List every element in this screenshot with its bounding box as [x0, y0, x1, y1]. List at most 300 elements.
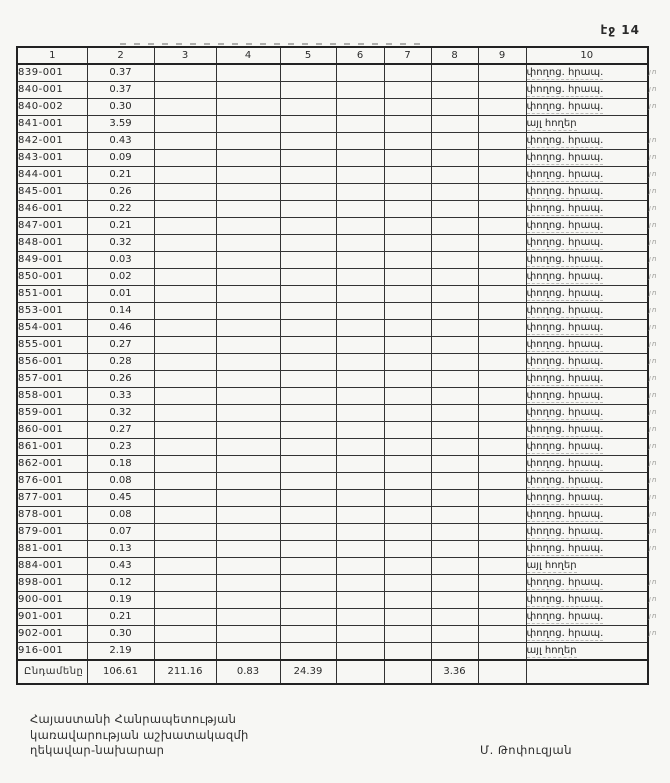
category-text: փողոց. հրապ.: [526, 135, 604, 146]
empty-cell: [216, 371, 280, 388]
empty-cell: [216, 99, 280, 116]
parcel-code-cell: 901-001: [17, 609, 87, 626]
parcel-code-cell: 861-001: [17, 439, 87, 456]
table-row: [17, 524, 648, 541]
area-cell: 0.46: [87, 320, 154, 337]
empty-cell: [431, 524, 478, 541]
empty-cell: [384, 201, 431, 218]
category-cell: [526, 456, 648, 473]
category-text: այլ հողեր: [526, 645, 577, 656]
empty-cell: [384, 456, 431, 473]
table-row: [17, 558, 648, 575]
category-cell: [526, 388, 648, 405]
empty-cell: [431, 575, 478, 592]
empty-cell: [280, 626, 336, 643]
empty-cell: [280, 439, 336, 456]
empty-cell: [336, 286, 384, 303]
parcel-code-cell: 840-001: [17, 82, 87, 99]
parcel-code-cell: 862-001: [17, 456, 87, 473]
empty-cell: [154, 490, 216, 507]
area-cell: 0.14: [87, 303, 154, 320]
parcel-code-cell: 898-001: [17, 575, 87, 592]
empty-cell: [478, 456, 526, 473]
category-text: փողոց. հրապ.: [526, 305, 604, 316]
empty-cell: [384, 388, 431, 405]
category-cell: [526, 303, 648, 320]
category-text: փողոց. հրապ.: [526, 186, 604, 197]
empty-cell: [384, 99, 431, 116]
empty-cell: [336, 184, 384, 201]
empty-cell: [384, 405, 431, 422]
area-cell: 0.21: [87, 167, 154, 184]
empty-cell: [336, 201, 384, 218]
margin-annotation: [649, 557, 669, 574]
empty-cell: [280, 456, 336, 473]
empty-cell: [384, 439, 431, 456]
parcel-code-cell: 839-001: [17, 64, 87, 82]
table-row: [17, 643, 648, 661]
category-text: փողոց. հրապ.: [526, 475, 604, 486]
table-row: [17, 371, 648, 388]
margin-annotation: յո: [649, 68, 658, 76]
empty-cell: [280, 150, 336, 167]
category-text: փողոց. հրապ.: [526, 577, 604, 588]
area-cell: 0.28: [87, 354, 154, 371]
parcel-code-cell: 847-001: [17, 218, 87, 235]
parcel-code-cell: 859-001: [17, 405, 87, 422]
column-header-3: 3: [154, 47, 216, 64]
empty-cell: [478, 218, 526, 235]
empty-cell: [336, 388, 384, 405]
empty-cell: [384, 507, 431, 524]
category-cell: [526, 524, 648, 541]
empty-cell: [431, 354, 478, 371]
empty-cell: [431, 252, 478, 269]
parcel-code-cell: 842-001: [17, 133, 87, 150]
empty-cell: [384, 422, 431, 439]
empty-cell: [478, 609, 526, 626]
empty-cell: [336, 64, 384, 82]
empty-cell: [336, 575, 384, 592]
category-cell: [526, 592, 648, 609]
table-row: [17, 99, 648, 116]
empty-cell: [431, 626, 478, 643]
category-cell: [526, 269, 648, 286]
empty-cell: [384, 303, 431, 320]
empty-cell: [431, 388, 478, 405]
empty-cell: [154, 609, 216, 626]
empty-cell: [154, 235, 216, 252]
empty-cell: [154, 371, 216, 388]
area-cell: 0.43: [87, 133, 154, 150]
empty-cell: [336, 405, 384, 422]
margin-annotation: յո: [649, 204, 658, 212]
empty-cell: [336, 116, 384, 133]
totals-col-9: [478, 660, 526, 684]
empty-cell: [154, 558, 216, 575]
empty-cell: [216, 218, 280, 235]
empty-cell: [216, 422, 280, 439]
empty-cell: [431, 303, 478, 320]
empty-cell: [336, 558, 384, 575]
empty-cell: [384, 626, 431, 643]
empty-cell: [431, 82, 478, 99]
empty-cell: [216, 235, 280, 252]
empty-cell: [478, 150, 526, 167]
parcel-code-cell: 854-001: [17, 320, 87, 337]
category-cell: [526, 150, 648, 167]
area-cell: 0.26: [87, 184, 154, 201]
empty-cell: [336, 609, 384, 626]
parcel-code-cell: 846-001: [17, 201, 87, 218]
category-text: փողոց. հրապ.: [526, 356, 604, 367]
empty-cell: [336, 235, 384, 252]
margin-annotation: յո: [649, 255, 658, 263]
parcel-code-cell: 857-001: [17, 371, 87, 388]
column-header-6: 6: [336, 47, 384, 64]
empty-cell: [280, 405, 336, 422]
category-cell: [526, 82, 648, 99]
parcel-code-cell: 841-001: [17, 116, 87, 133]
empty-cell: [478, 167, 526, 184]
empty-cell: [431, 218, 478, 235]
empty-cell: [478, 82, 526, 99]
category-cell: [526, 473, 648, 490]
empty-cell: [280, 82, 336, 99]
empty-cell: [216, 184, 280, 201]
empty-cell: [280, 320, 336, 337]
empty-cell: [478, 201, 526, 218]
empty-cell: [431, 64, 478, 82]
column-header-9: 9: [478, 47, 526, 64]
empty-cell: [336, 150, 384, 167]
empty-cell: [384, 184, 431, 201]
category-text: փողոց. հրապ.: [526, 169, 604, 180]
empty-cell: [384, 235, 431, 252]
category-cell: [526, 405, 648, 422]
empty-cell: [280, 235, 336, 252]
empty-cell: [431, 269, 478, 286]
empty-cell: [431, 116, 478, 133]
empty-cell: [336, 133, 384, 150]
empty-cell: [384, 490, 431, 507]
empty-cell: [384, 643, 431, 661]
area-cell: 0.45: [87, 490, 154, 507]
empty-cell: [431, 541, 478, 558]
category-cell: [526, 490, 648, 507]
empty-cell: [384, 82, 431, 99]
parcel-code-cell: 879-001: [17, 524, 87, 541]
empty-cell: [280, 354, 336, 371]
page-number: էջ 14: [600, 23, 640, 37]
category-cell: [526, 558, 648, 575]
empty-cell: [384, 592, 431, 609]
empty-cell: [216, 269, 280, 286]
category-text: փողոց. հրապ.: [526, 288, 604, 299]
table-row: [17, 150, 648, 167]
margin-annotation: յո: [649, 391, 658, 399]
category-cell: [526, 64, 648, 82]
category-text: փողոց. հրապ.: [526, 509, 604, 520]
table-row: [17, 184, 648, 201]
empty-cell: [478, 371, 526, 388]
empty-cell: [216, 354, 280, 371]
column-header-5: 5: [280, 47, 336, 64]
empty-cell: [154, 82, 216, 99]
totals-label: Ընդամենը: [17, 660, 87, 684]
totals-col-2: 106.61: [87, 660, 154, 684]
empty-cell: [384, 354, 431, 371]
table-row: [17, 592, 648, 609]
category-text: փողոց. հրապ.: [526, 458, 604, 469]
category-cell: [526, 167, 648, 184]
area-cell: 0.13: [87, 541, 154, 558]
empty-cell: [154, 422, 216, 439]
parcel-code-cell: 877-001: [17, 490, 87, 507]
empty-cell: [154, 405, 216, 422]
category-text: փողոց. հրապ.: [526, 101, 604, 112]
empty-cell: [280, 575, 336, 592]
empty-cell: [384, 320, 431, 337]
empty-cell: [336, 626, 384, 643]
margin-annotation: յո: [649, 306, 658, 314]
parcel-code-cell: 845-001: [17, 184, 87, 201]
parcel-code-cell: 853-001: [17, 303, 87, 320]
empty-cell: [384, 337, 431, 354]
parcel-code-cell: 878-001: [17, 507, 87, 524]
empty-cell: [280, 592, 336, 609]
column-header-1: 1: [17, 47, 87, 64]
empty-cell: [280, 218, 336, 235]
empty-cell: [216, 456, 280, 473]
empty-cell: [216, 286, 280, 303]
empty-cell: [154, 99, 216, 116]
category-text: փողոց. հրապ.: [526, 322, 604, 333]
empty-cell: [154, 507, 216, 524]
footer-line-1: Հայաստանի Հանրապետության: [30, 712, 237, 726]
table-body: [17, 64, 648, 660]
margin-annotation: յո: [649, 578, 658, 586]
area-cell: 0.22: [87, 201, 154, 218]
empty-cell: [336, 82, 384, 99]
empty-cell: [478, 473, 526, 490]
parcel-code-cell: 916-001: [17, 643, 87, 661]
margin-annotation: յո: [649, 510, 658, 518]
empty-cell: [216, 388, 280, 405]
empty-cell: [154, 201, 216, 218]
table-row: [17, 439, 648, 456]
margin-annotation: յո: [649, 170, 658, 178]
empty-cell: [154, 524, 216, 541]
table-row: [17, 320, 648, 337]
empty-cell: [384, 371, 431, 388]
category-cell: [526, 643, 648, 661]
area-cell: 0.21: [87, 218, 154, 235]
table-row: [17, 303, 648, 320]
empty-cell: [216, 592, 280, 609]
area-cell: 0.08: [87, 507, 154, 524]
category-text: փողոց. հրապ.: [526, 424, 604, 435]
empty-cell: [154, 626, 216, 643]
empty-cell: [384, 218, 431, 235]
empty-cell: [478, 558, 526, 575]
empty-cell: [384, 269, 431, 286]
area-cell: 0.01: [87, 286, 154, 303]
empty-cell: [216, 337, 280, 354]
area-cell: 0.19: [87, 592, 154, 609]
empty-cell: [336, 354, 384, 371]
empty-cell: [216, 133, 280, 150]
empty-cell: [154, 64, 216, 82]
parcel-code-cell: 840-002: [17, 99, 87, 116]
empty-cell: [216, 524, 280, 541]
empty-cell: [154, 269, 216, 286]
empty-cell: [336, 524, 384, 541]
category-text: փողոց. հրապ.: [526, 492, 604, 503]
category-text: փողոց. հրապ.: [526, 628, 604, 639]
margin-annotation: յո: [649, 612, 658, 620]
empty-cell: [431, 405, 478, 422]
empty-cell: [336, 592, 384, 609]
empty-cell: [478, 184, 526, 201]
totals-col-5: 24.39: [280, 660, 336, 684]
empty-cell: [216, 201, 280, 218]
area-cell: 0.09: [87, 150, 154, 167]
totals-col-8: 3.36: [431, 660, 478, 684]
totals-col-6: [336, 660, 384, 684]
area-cell: 0.02: [87, 269, 154, 286]
empty-cell: [154, 167, 216, 184]
margin-annotation: յո: [649, 289, 658, 297]
empty-cell: [216, 252, 280, 269]
area-cell: 0.30: [87, 626, 154, 643]
parcel-code-cell: 858-001: [17, 388, 87, 405]
empty-cell: [431, 371, 478, 388]
empty-cell: [280, 558, 336, 575]
empty-cell: [431, 643, 478, 661]
margin-marks: [649, 64, 669, 659]
area-cell: 0.26: [87, 371, 154, 388]
area-cell: 0.32: [87, 235, 154, 252]
empty-cell: [154, 592, 216, 609]
empty-cell: [280, 286, 336, 303]
empty-cell: [431, 320, 478, 337]
margin-annotation: յո: [649, 544, 658, 552]
table-row: [17, 422, 648, 439]
totals-col-7: [384, 660, 431, 684]
empty-cell: [431, 201, 478, 218]
category-cell: [526, 218, 648, 235]
empty-cell: [478, 303, 526, 320]
category-text: փողոց. հրապ.: [526, 526, 604, 537]
category-cell: [526, 133, 648, 150]
parcel-code-cell: 856-001: [17, 354, 87, 371]
empty-cell: [280, 167, 336, 184]
empty-cell: [280, 371, 336, 388]
empty-cell: [154, 354, 216, 371]
table-row: [17, 473, 648, 490]
empty-cell: [478, 64, 526, 82]
empty-cell: [431, 133, 478, 150]
empty-cell: [216, 303, 280, 320]
table-row: [17, 490, 648, 507]
empty-cell: [478, 354, 526, 371]
margin-annotation: յո: [649, 493, 658, 501]
empty-cell: [478, 422, 526, 439]
parcel-code-cell: 855-001: [17, 337, 87, 354]
category-cell: [526, 201, 648, 218]
category-text: փողոց. հրապ.: [526, 271, 604, 282]
table-row: [17, 201, 648, 218]
empty-cell: [384, 575, 431, 592]
category-cell: [526, 439, 648, 456]
category-cell: [526, 541, 648, 558]
category-text: փողոց. հրապ.: [526, 390, 604, 401]
parcel-code-cell: 876-001: [17, 473, 87, 490]
empty-cell: [431, 490, 478, 507]
empty-cell: [431, 609, 478, 626]
area-cell: 0.43: [87, 558, 154, 575]
empty-cell: [216, 64, 280, 82]
empty-cell: [431, 558, 478, 575]
category-cell: [526, 337, 648, 354]
empty-cell: [478, 388, 526, 405]
empty-cell: [154, 286, 216, 303]
table-row: [17, 64, 648, 82]
table-row: [17, 405, 648, 422]
empty-cell: [154, 303, 216, 320]
category-text: փողոց. հրապ.: [526, 152, 604, 163]
area-cell: 0.33: [87, 388, 154, 405]
margin-annotation: յո: [649, 323, 658, 331]
empty-cell: [336, 473, 384, 490]
category-cell: [526, 252, 648, 269]
empty-cell: [431, 592, 478, 609]
category-text: փողոց. հրապ.: [526, 254, 604, 265]
empty-cell: [280, 133, 336, 150]
category-text: փողոց. հրապ.: [526, 67, 604, 78]
footer-line-2: կառավարության աշխատակազմի: [30, 727, 249, 742]
column-header-7: 7: [384, 47, 431, 64]
empty-cell: [431, 507, 478, 524]
category-cell: [526, 575, 648, 592]
table-row: [17, 609, 648, 626]
empty-cell: [216, 150, 280, 167]
table-row: [17, 456, 648, 473]
empty-cell: [216, 320, 280, 337]
category-cell: [526, 116, 648, 133]
table-row: [17, 354, 648, 371]
margin-annotation: յո: [649, 527, 658, 535]
empty-cell: [431, 337, 478, 354]
margin-annotation: յո: [649, 136, 658, 144]
parcel-code-cell: 851-001: [17, 286, 87, 303]
empty-cell: [216, 575, 280, 592]
table-row: [17, 388, 648, 405]
empty-cell: [154, 150, 216, 167]
empty-cell: [154, 184, 216, 201]
empty-cell: [478, 116, 526, 133]
margin-annotation: յո: [649, 357, 658, 365]
area-cell: 0.21: [87, 609, 154, 626]
area-cell: 0.03: [87, 252, 154, 269]
column-header-4: 4: [216, 47, 280, 64]
empty-cell: [478, 490, 526, 507]
category-cell: [526, 354, 648, 371]
empty-cell: [431, 439, 478, 456]
empty-cell: [478, 337, 526, 354]
empty-cell: [216, 558, 280, 575]
